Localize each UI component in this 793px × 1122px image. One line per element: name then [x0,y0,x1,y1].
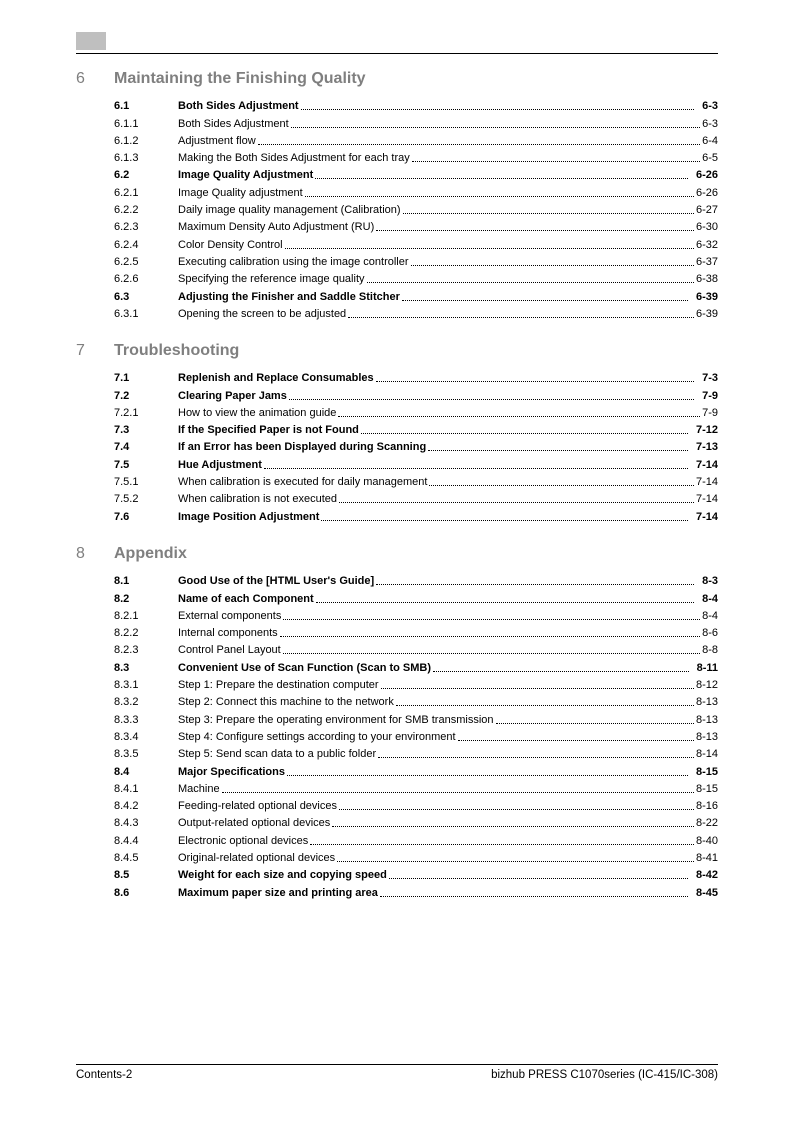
toc-dot-leader [332,826,694,827]
toc-entry-title: Opening the screen to be adjusted [178,307,347,320]
toc-entry-number: 6.3.1 [114,307,139,320]
toc-entry[interactable] [76,286,718,303]
toc-entry[interactable] [76,131,718,148]
toc-entry-page: 6-5 [702,152,718,165]
chapter-heading [76,545,718,567]
toc-dot-leader [315,178,688,179]
toc-entry-title: If the Specified Paper is not Found [178,424,359,437]
toc-entry[interactable] [76,304,718,321]
toc-entry-page: 8-3 [702,575,718,588]
toc-entry-number: 7.6 [114,510,130,523]
toc-entry-title: Image Quality Adjustment [178,169,314,182]
toc-entry-page: 8-45 [695,886,718,899]
toc-entry[interactable] [76,489,718,506]
toc-entry-number: 8.2.3 [114,644,139,657]
toc-entry-page: 6-26 [695,169,718,182]
toc-entry-title: Original-related optional devices [178,852,336,865]
toc-entry-title: Step 3: Prepare the operating environment for SMB transmission [178,713,494,726]
toc-entry-number: 8.4.1 [114,782,139,795]
toc-entry[interactable] [76,709,718,726]
toc-entry-page: 7-14 [695,476,718,489]
toc-entry[interactable] [76,588,718,605]
toc-entry[interactable] [76,761,718,778]
header-tab-block [76,32,106,50]
toc-entry[interactable] [76,165,718,182]
toc-entry-number: 6.2.1 [114,186,139,199]
toc-entry-page: 6-26 [695,186,718,199]
toc-entry-number: 8.2 [114,592,130,605]
toc-entry-title: Daily image quality management (Calibration) [178,204,401,217]
toc-entry[interactable] [76,675,718,692]
toc-entry[interactable] [76,385,718,402]
toc-dot-leader [258,144,700,145]
toc-dot-leader [378,757,694,758]
toc-entry-number: 8.4.3 [114,817,139,830]
toc-entry[interactable] [76,848,718,865]
toc-entry-number: 7.3 [114,424,130,437]
toc-dot-leader [429,485,694,486]
toc-dot-leader [321,520,688,521]
toc-entry-title: External components [178,609,282,622]
toc-entry-page: 6-38 [695,273,718,286]
toc-entry-number: 8.3 [114,661,130,674]
toc-entry-number: 8.4.5 [114,852,139,865]
toc-dot-leader [283,619,700,620]
toc-entry-number: 7.2.1 [114,406,139,419]
toc-entry-page: 7-14 [695,493,718,506]
toc-entry[interactable] [76,744,718,761]
chapter-section [76,545,718,900]
toc-entry[interactable] [76,269,718,286]
toc-dot-leader [496,723,694,724]
toc-entry-page: 6-27 [695,204,718,217]
toc-entry[interactable] [76,640,718,657]
footer-rule [76,1064,718,1065]
toc-entry-number: 8.3.2 [114,696,139,709]
toc-entry[interactable] [76,779,718,796]
toc-entry-number: 7.5.1 [114,476,139,489]
toc-entry-title: Hue Adjustment [178,458,262,471]
toc-entry[interactable] [76,606,718,623]
toc-entry-number: 8.3.5 [114,748,139,761]
toc-dot-leader [361,433,688,434]
toc-entry-page: 7-3 [702,372,718,385]
toc-entry-page: 8-22 [695,817,718,830]
chapter-section [76,70,718,321]
toc-entry[interactable] [76,368,718,385]
toc-entry[interactable] [76,623,718,640]
toc-entry-title: Good Use of the [HTML User's Guide] [178,575,375,588]
toc-entry-page: 7-12 [695,424,718,437]
toc-entry-title: Electronic optional devices [178,834,309,847]
toc-entry[interactable] [76,148,718,165]
toc-entry-number: 6.3 [114,290,130,303]
toc-entry-page: 8-42 [695,869,718,882]
toc-entry[interactable] [76,865,718,882]
toc-dot-leader [411,265,694,266]
toc-entry-title: Feeding-related optional devices [178,800,337,813]
toc-entry-number: 8.4.2 [114,800,139,813]
toc-entry-page: 8-4 [702,592,718,605]
toc-entry[interactable] [76,454,718,471]
footer-product-name: bizhub PRESS C1070series (IC-415/IC-308) [491,1069,718,1081]
toc-entry[interactable] [76,657,718,674]
toc-entry-title: When calibration is not executed [178,493,337,506]
toc-entry[interactable] [76,420,718,437]
toc-dot-leader [338,416,700,417]
chapter-title: Maintaining the Finishing Quality [114,70,366,87]
toc-entry-page: 8-6 [702,627,718,640]
toc-entry-number: 7.5.2 [114,493,139,506]
toc-dot-leader [396,705,694,706]
toc-dot-leader [412,161,700,162]
toc-entry-page: 7-9 [702,406,718,419]
toc-entry[interactable] [76,113,718,130]
toc-dot-leader [264,468,688,469]
toc-entry-number: 8.6 [114,886,130,899]
toc-entry-number: 6.2.3 [114,221,139,234]
toc-entry-number: 7.2 [114,389,130,402]
toc-entry-number: 6.2.2 [114,204,139,217]
toc-entry[interactable] [76,727,718,744]
toc-entry[interactable] [76,796,718,813]
toc-entry-number: 7.4 [114,441,130,454]
toc-entry[interactable] [76,692,718,709]
toc-entry-title: Convenient Use of Scan Function (Scan to SMB) [178,661,432,674]
toc-entry-number: 6.2.5 [114,255,139,268]
toc-entry[interactable] [76,182,718,199]
chapter-number: 8 [76,545,85,562]
chapter-heading [76,342,718,364]
toc-entry-page: 6-30 [695,221,718,234]
toc-entry-title: Both Sides Adjustment [178,117,289,130]
toc-entry-title: Maximum Density Auto Adjustment (RU) [178,221,375,234]
toc-entry-title: Image Position Adjustment [178,510,320,523]
toc-entry-title: Executing calibration using the image controller [178,255,409,268]
footer-page-label: Contents-2 [76,1069,133,1081]
toc-entry-title: Specifying the reference image quality [178,273,365,286]
toc-entry-page: 6-39 [695,307,718,320]
toc-entry-number: 8.5 [114,869,130,882]
toc-entry-number: 8.4.4 [114,834,139,847]
toc-entry-title: Internal components [178,627,278,640]
toc-entry-number: 8.3.4 [114,730,139,743]
toc-entry-page: 7-13 [695,441,718,454]
toc-entry-page: 8-11 [696,661,718,674]
toc-entry-page: 6-32 [695,238,718,251]
toc-entry-page: 8-13 [695,696,718,709]
toc-entry-title: When calibration is executed for daily management [178,476,428,489]
toc-entry-title: Step 1: Prepare the destination computer [178,679,379,692]
toc-entry-number: 6.2.4 [114,238,139,251]
toc-entry-page: 8-15 [695,765,718,778]
toc-entry-title: Weight for each size and copying speed [178,869,387,882]
toc-dot-leader [380,896,688,897]
toc-dot-leader [316,602,694,603]
toc-entry-title: Maximum paper size and printing area [178,886,378,899]
toc-entry-number: 6.2.6 [114,273,139,286]
toc-entry-number: 8.3.1 [114,679,139,692]
toc-entry[interactable] [76,217,718,234]
chapter-heading [76,70,718,92]
toc-dot-leader [310,844,694,845]
toc-entry[interactable] [76,252,718,269]
toc-entry-page: 8-8 [702,644,718,657]
toc-entry-title: Replenish and Replace Consumables [178,372,374,385]
toc-entry-page: 6-39 [695,290,718,303]
header-rule [76,53,718,54]
toc-entry-title: Image Quality adjustment [178,186,303,199]
toc-entry-number: 6.2 [114,169,130,182]
toc-dot-leader [339,809,694,810]
toc-entry-number: 6.1.3 [114,152,139,165]
toc-dot-leader [348,317,694,318]
toc-dot-leader [222,792,694,793]
toc-entry-number: 6.1.1 [114,117,139,130]
toc-entry-page: 8-16 [695,800,718,813]
toc-dot-leader [285,248,694,249]
toc-entry-number: 6.1.2 [114,134,139,147]
toc-entry-page: 6-37 [695,255,718,268]
toc-entry-page: 8-13 [695,713,718,726]
toc-entry-title: Machine [178,782,220,795]
toc-entry-page: 7-14 [695,510,718,523]
toc-dot-leader [291,127,700,128]
toc-entry-number: 7.5 [114,458,130,471]
toc-entry-title: Output-related optional devices [178,817,331,830]
toc-entry-page: 8-40 [695,834,718,847]
toc-entry[interactable] [76,96,718,113]
toc-entry-title: Making the Both Sides Adjustment for each tray [178,152,410,165]
toc-dot-leader [301,109,694,110]
toc-entry[interactable] [76,571,718,588]
toc-entry-title: Major Specifications [178,765,285,778]
toc-entry-number: 8.2.1 [114,609,139,622]
toc-dot-leader [428,450,688,451]
toc-entry-title: If an Error has been Displayed during Scanning [178,441,427,454]
toc-entry-page: 7-14 [695,458,718,471]
toc-entry-page: 8-4 [702,609,718,622]
toc-entry[interactable] [76,403,718,420]
toc-dot-leader [376,584,694,585]
toc-entry[interactable] [76,813,718,830]
toc-entry-title: Step 4: Configure settings according to your environment [178,730,456,743]
chapter-section [76,342,718,524]
toc-dot-leader [376,381,694,382]
toc-entry-title: How to view the animation guide [178,406,337,419]
toc-dot-leader [433,671,689,672]
toc-entry[interactable] [76,830,718,847]
toc-entry-page: 8-14 [695,748,718,761]
toc-dot-leader [389,878,688,879]
toc-entry-title: Name of each Component [178,592,314,605]
toc-entry-number: 8.4 [114,765,130,778]
toc-dot-leader [458,740,694,741]
toc-dot-leader [287,775,688,776]
toc-entry-page: 8-15 [695,782,718,795]
toc-entry[interactable] [76,472,718,489]
toc-entry-number: 8.1 [114,575,130,588]
toc-entry[interactable] [76,200,718,217]
chapter-number: 7 [76,342,85,359]
toc-entry-page: 6-3 [702,117,718,130]
toc-entry-number: 7.1 [114,372,130,385]
chapter-number: 6 [76,70,85,87]
toc-entry[interactable] [76,506,718,523]
toc-dot-leader [339,502,694,503]
toc-entry[interactable] [76,234,718,251]
toc-dot-leader [280,636,700,637]
toc-entry-title: Clearing Paper Jams [178,389,287,402]
toc-dot-leader [402,300,688,301]
toc-entry[interactable] [76,882,718,899]
toc-entry-title: Adjustment flow [178,134,256,147]
toc-dot-leader [283,653,700,654]
toc-entry-title: Step 2: Connect this machine to the network [178,696,394,709]
toc-dot-leader [337,861,694,862]
toc-dot-leader [403,213,694,214]
chapter-title: Troubleshooting [114,342,240,359]
toc-dot-leader [289,399,694,400]
toc-entry-title: Control Panel Layout [178,644,281,657]
toc-dot-leader [381,688,694,689]
toc-entry-number: 6.1 [114,100,130,113]
toc-entry-page: 6-4 [702,134,718,147]
toc-entry-title: Both Sides Adjustment [178,100,299,113]
toc-dot-leader [376,230,694,231]
toc-dot-leader [305,196,694,197]
toc-entry-page: 8-13 [695,730,718,743]
toc-entry-number: 8.2.2 [114,627,139,640]
toc-entry-page: 8-12 [695,679,718,692]
toc-entry-page: 6-3 [702,100,718,113]
toc-entry-number: 8.3.3 [114,713,139,726]
toc-entry-page: 7-9 [702,389,718,402]
toc-entry-page: 8-41 [695,852,718,865]
toc-entry-title: Color Density Control [178,238,283,251]
toc-entry-title: Step 5: Send scan data to a public folder [178,748,377,761]
toc-entry-title: Adjusting the Finisher and Saddle Stitcher [178,290,400,303]
toc-entry[interactable] [76,437,718,454]
chapter-title: Appendix [114,545,187,562]
toc-dot-leader [367,282,694,283]
